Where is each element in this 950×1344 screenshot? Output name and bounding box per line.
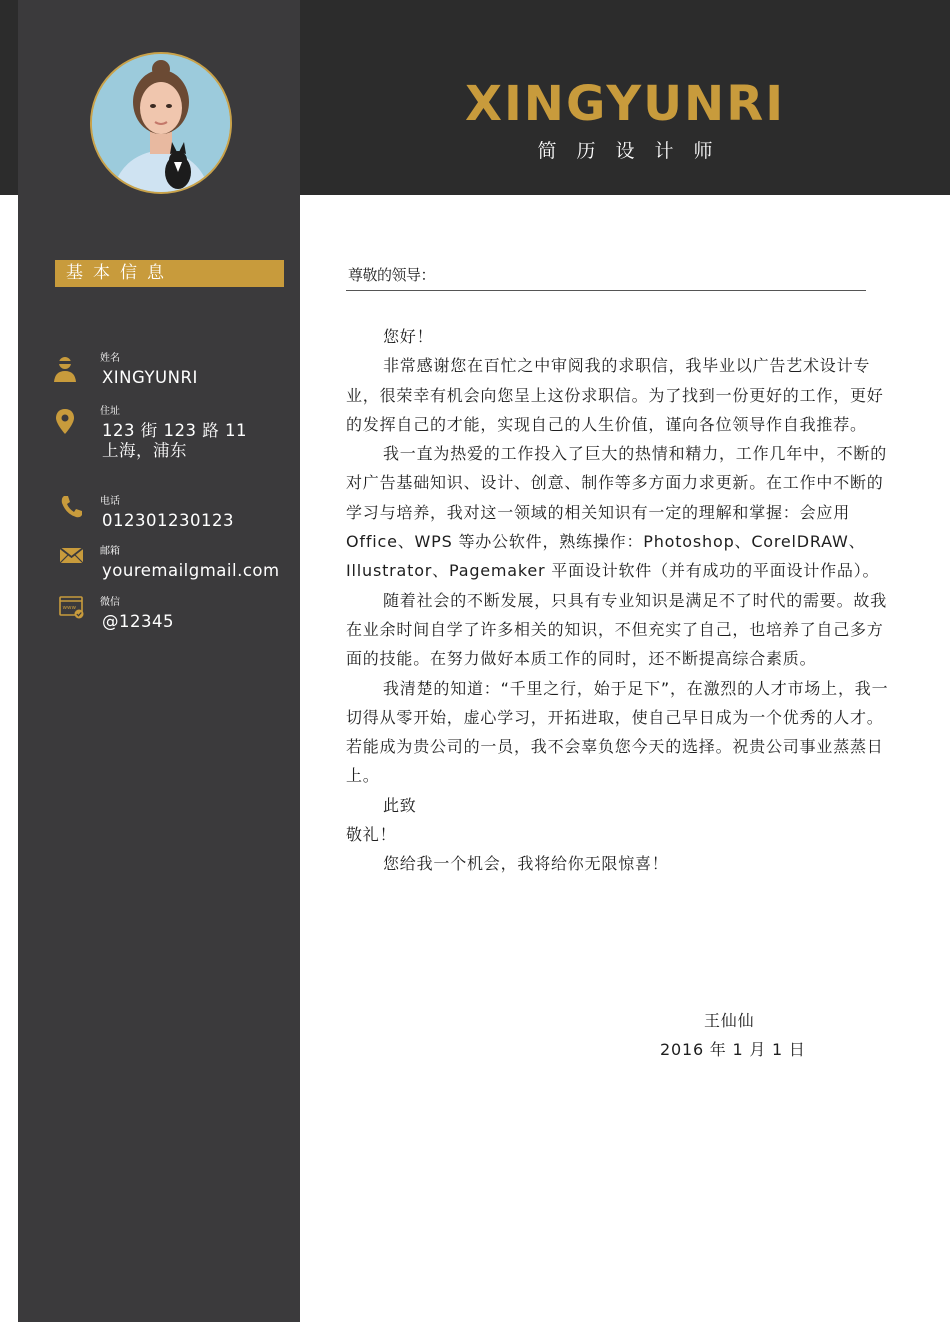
info-label-email: 邮箱 [100,546,120,557]
section-title-basic-info: 基本信息 [55,260,284,287]
info-label-wechat: 微信 [100,597,120,608]
letter-paragraph: 您好！ [383,327,434,346]
info-value-wechat: @12345 [102,612,174,631]
letter-body [346,322,892,879]
info-label-address: 住址 [100,406,120,417]
salutation-divider [346,290,866,291]
letter-regards: 敬礼！ [346,825,397,845]
brand-block [300,78,950,163]
signature-date: 2016 年 1 月 1 日 [660,1040,806,1059]
info-value-email: youremailgmail.com [102,561,280,580]
avatar [90,52,232,194]
svg-text:www: www [62,605,76,611]
signature-name: 王仙仙 [704,1011,755,1030]
letter-closing: 您给我一个机会，我将给你无限惊喜！ [383,854,669,874]
brand-name: XINGYUNRI [464,76,786,132]
letter-paragraph: 我一直为热爱的工作投入了巨大的热情和精力，工作几年中，不断的对广告基础知识、设计、创意、制作等多方面力求更新。在工作中不断的学习与培养，我对这一领域的相关知识有一定的理解和掌握：会应用 Office、WPS 等办公软件，熟练操作：Photoshop、CorelDRAW、Illustrator、Pagemaker 平面设计软件（并有成功的平面设计作品）。 [346,444,888,581]
letter-paragraph: 此致 [383,795,417,815]
letter-salutation: 尊敬的领导： [348,266,436,284]
info-label-phone: 电话 [100,496,120,507]
info-label-name: 姓名 [100,353,120,364]
info-value-phone: 012301230123 [102,511,234,530]
info-value-address-line2: 上海，浦东 [102,441,187,460]
info-value-name: XINGYUNRI [102,368,198,387]
mail-icon [59,546,87,574]
phone-icon [58,494,86,522]
www-icon [59,596,87,624]
letter-paragraph: 非常感谢您在百忙之中审阅我的求职信，我毕业以广告艺术设计专业，很荣幸有机会向您呈上这份求职信。为了找到一份更好的工作，更好的发挥自己的才能，实现自己的人生价值，谨向各位领导作自我推荐。 [346,356,884,434]
person-icon [52,354,80,382]
letter-paragraph: 我清楚的知道：“千里之行，始于足下”，在激烈的人才市场上，我一切得从零开始，虚心学习，开拓进取，使自己早日成为一个优秀的人才。若能成为贵公司的一员，我不会辜负您今天的选择。祝贵公司事业蒸蒸日上。 [346,678,889,786]
letter-paragraph: 随着社会的不断发展，只具有专业知识是满足不了时代的需要。故我在业余时间自学了许多相关的知识，不但充实了自己，也培养了自己多方面的技能。在努力做好本质工作的同时，还不断提高综合素质。 [346,590,888,669]
sidebar [18,0,300,1322]
info-value-address-line1: 123 街 123 路 11 [102,421,247,440]
brand-subtitle: 简历设计师 [537,140,733,162]
location-pin-icon [54,408,82,436]
